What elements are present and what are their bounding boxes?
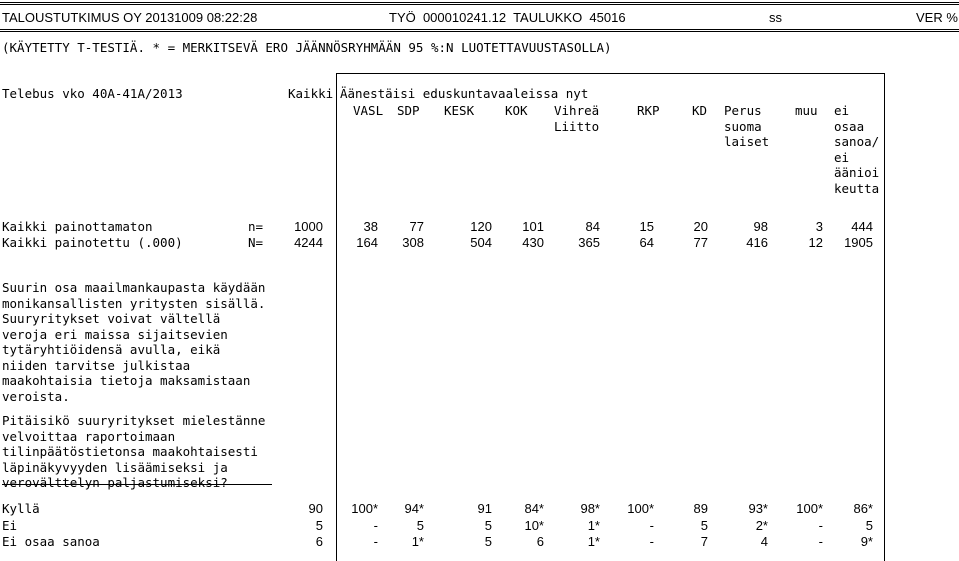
column-header-3-line-0: KOK: [505, 103, 528, 118]
base-cell-0-10: 444: [851, 219, 873, 234]
answer-cell-2-1: -: [373, 534, 378, 549]
base-cell-1-4: 430: [522, 235, 544, 250]
base-cell-1-7: 77: [693, 235, 708, 250]
answer-cell-2-7: 7: [700, 534, 708, 549]
answer-cell-2-2: 1*: [411, 534, 424, 549]
answer-cell-0-9: 100*: [796, 501, 823, 516]
column-divider-total: [336, 73, 337, 561]
answer-cell-1-3: 5: [484, 517, 492, 533]
answer-label-1: Ei: [2, 517, 18, 533]
column-header-4-line-1: Liitto: [554, 118, 600, 134]
column-header-7-line-0: Perus: [724, 103, 762, 118]
answer-cell-0-6: 100*: [627, 501, 654, 516]
answer-cell-1-1: -: [373, 517, 378, 533]
survey-title: Telebus vko 40A-41A/2013: [2, 86, 183, 101]
answer-cell-2-8: 4: [760, 534, 768, 549]
answer-cell-0-0: 90: [308, 501, 323, 516]
separator-bottom: [0, 29, 959, 32]
column-header-9-line-4: äänioi: [834, 165, 880, 180]
column-divider-right: [884, 73, 885, 561]
answer-cell-2-0: 6: [315, 534, 323, 549]
base-cell-1-5: 365: [578, 235, 600, 250]
answer-cell-1-7: 5: [700, 517, 708, 533]
answer-cell-0-7: 89: [693, 501, 708, 516]
answer-cell-0-10: 86*: [853, 501, 873, 516]
base-cell-1-6: 64: [639, 235, 654, 250]
base-cell-1-9: 12: [808, 235, 823, 250]
answer-cell-0-8: 93*: [748, 501, 768, 516]
column-header-9-line-1: osaa: [834, 118, 865, 134]
column-header-2-line-0: KESK: [444, 103, 475, 118]
base-cell-1-10: 1905: [844, 235, 873, 250]
table-header-top-rule: [336, 73, 884, 74]
answer-cell-2-6: -: [649, 534, 654, 549]
column-header-7-line-2: laiset: [724, 134, 770, 149]
answer-cell-0-4: 84*: [524, 501, 544, 516]
base-cell-0-3: 120: [470, 219, 492, 234]
base-cell-1-1: 164: [356, 235, 378, 250]
t-test-note: (KÄYTETTY T-TESTIÄ. * = MERKITSEVÄ ERO JÄÄNNÖSRYHMÄÄN 95 %:N LUOTETTAVUUSTASOLLA): [2, 40, 612, 55]
base-cell-1-0: 4244: [294, 235, 323, 250]
base-cell-0-6: 15: [639, 219, 654, 234]
column-header-0-line-0: VASL: [353, 103, 384, 118]
column-header-1-line-0: SDP: [397, 103, 420, 118]
base-cell-0-2: 77: [409, 219, 424, 234]
column-header-7-line-1: suoma: [724, 118, 762, 134]
column-header-9-line-2: sanoa/: [834, 134, 880, 149]
column-header-5-line-0: RKP: [637, 103, 660, 118]
answer-cell-0-2: 94*: [404, 501, 424, 516]
answer-cell-1-6: -: [649, 517, 654, 533]
version-label: VER %: [916, 10, 958, 25]
ss-label: ss: [769, 10, 782, 25]
answer-cell-1-2: 5: [416, 517, 424, 533]
answer-cell-1-5: 1*: [587, 517, 600, 533]
base-cell-0-1: 38: [363, 219, 378, 234]
answer-label-0: Kyllä: [2, 501, 40, 516]
base-cell-0-4: 101: [522, 219, 544, 234]
base-label-1: Kaikki painotettu (.000): [2, 235, 183, 250]
answer-cell-0-5: 98*: [580, 501, 600, 516]
question-statement: Suurin osa maailmankaupasta käydään monikansallisten yritysten sisällä. Suuryritykset voivat vältellä veroja eri maissa sijaitsevien tytäryhtiöidensä avulla, eikä niiden tarvitse julkistaa maakohtaisia tietoja maksamistaan veroista.: [2, 280, 266, 404]
base-cell-0-0: 1000: [294, 219, 323, 234]
answer-cell-2-10: 9*: [860, 534, 873, 549]
base-code-0: n=: [248, 219, 264, 234]
base-cell-1-8: 416: [746, 235, 768, 250]
company-header: TALOUSTUTKIMUS OY 20131009 08:22:28: [2, 10, 258, 25]
base-cell-0-9: 3: [815, 219, 823, 234]
answer-label-2: Ei osaa sanoa: [2, 534, 100, 549]
column-header-8-line-0: muu: [795, 103, 818, 118]
question-text: Pitäisikö suuryritykset mielestänne velvoittaa raportoimaan tilinpäätöstietonsa maakohtaisesti läpinäkyvyyden lisäämiseksi ja verovälttelyn paljastumiseksi?: [2, 413, 266, 490]
answer-cell-1-0: 5: [315, 517, 323, 533]
separator-top: [0, 2, 959, 5]
answer-cell-0-3: 91: [477, 501, 492, 516]
answer-cell-2-4: 6: [536, 534, 544, 549]
party-group-header: Äänestäisi eduskuntavaaleissa nyt: [340, 86, 589, 101]
column-header-9-line-3: ei: [834, 149, 850, 165]
answer-cell-1-8: 2*: [755, 517, 768, 533]
answer-cell-2-3: 5: [484, 534, 492, 549]
column-header-4-line-0: Vihreä: [554, 103, 600, 118]
answer-cell-2-9: -: [818, 534, 823, 549]
column-header-9-line-5: keutta: [834, 180, 880, 196]
total-column-header: Kaikki: [288, 86, 334, 101]
base-cell-1-3: 504: [470, 235, 492, 250]
question-underline: [2, 484, 272, 485]
column-header-9-line-0: ei: [834, 103, 850, 118]
column-header-6-line-0: KD: [692, 103, 708, 118]
base-cell-0-8: 98: [753, 219, 768, 234]
answer-cell-1-4: 10*: [524, 517, 544, 533]
base-cell-1-2: 308: [402, 235, 424, 250]
base-label-0: Kaikki painottamaton: [2, 219, 153, 234]
answer-cell-0-1: 100*: [351, 501, 378, 516]
base-code-1: N=: [248, 235, 264, 250]
answer-cell-1-10: 5: [865, 517, 873, 533]
answer-cell-1-9: -: [818, 517, 823, 533]
base-cell-0-7: 20: [693, 219, 708, 234]
job-table-header: TYÖ 000010241.12 TAULUKKO 45016: [389, 10, 626, 25]
answer-cell-2-5: 1*: [587, 534, 600, 549]
base-cell-0-5: 84: [585, 219, 600, 234]
